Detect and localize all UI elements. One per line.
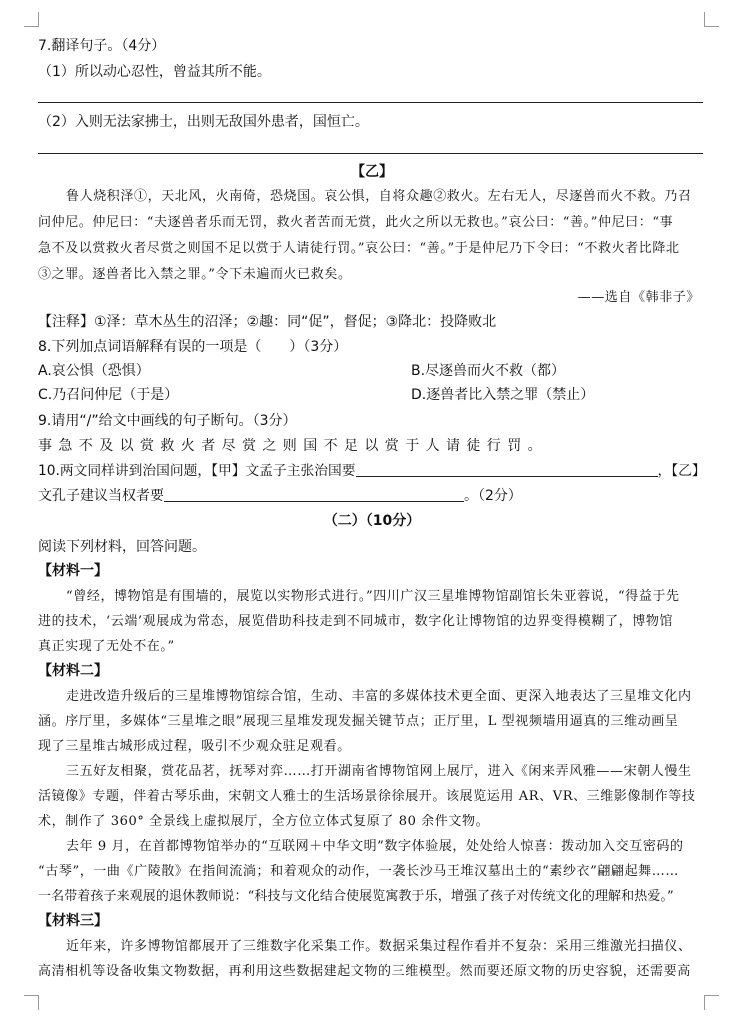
material-1-line-2: 进的技术，‘云端’观展成为常态，展览借助科技走到不同城市，数字化让博物馆的边界变得模糊了，博物馆	[38, 614, 674, 629]
passage-yi-heading: 【乙】	[351, 164, 393, 180]
q8-option-b[interactable]: B.尽逐兽而火不救（都）	[411, 363, 566, 379]
material-2-line-6: 术，制作了 360° 全景线上虚拟展厅，全方位立体式复原了 80 余件文物。	[38, 814, 490, 829]
q10-prompt-d: 。（2分）	[464, 488, 522, 504]
material-2-line-4: 三五好友相聚，赏花品茗，抚琴对弈……打开湖南省博物馆网上展厅，进入《闲来弄风雅——宋朝人慢生	[66, 764, 692, 779]
passage-yi-notes: 【注释】①泽：草木丛生的沼泽；②趣：同“促”，督促；③降北：投降败北	[38, 314, 497, 330]
material-2-line-5: 活镜像》专题，伴着古琴乐曲，宋朝文人雅士的生活场景徐徐展开。该展览运用 AR、VR、三维影像制作等技	[38, 789, 696, 804]
q9-sentence[interactable]: 事急不及以赏救火者尽赏之则国不足以赏于人请徒行罚。	[38, 438, 548, 454]
part-2-instruction: 阅读下列材料，回答问题。	[38, 539, 206, 555]
material-1-line-1: “曾经，博物馆是有围墙的，展览以实物形式进行。”四川广汉三星堆博物馆副馆长朱亚蓉说，“得益于先	[66, 589, 680, 604]
passage-yi-line-3: 急不及以赏救火者尽赏之则国不足以赏于人请徒行罚。”哀公曰：“善。”于是仲尼乃下令曰：“不救火者比降北	[38, 241, 680, 256]
passage-yi-source: ——选自《韩非子》	[577, 290, 700, 305]
q8-options-row-1	[38, 361, 706, 381]
crop-mark-bottom-right	[704, 995, 719, 1010]
crop-mark-top-left	[24, 12, 39, 27]
q10-line-1	[38, 461, 706, 481]
q7-title: 7.翻译句子。（4分）	[38, 38, 166, 54]
material-3-line-1: 近年来，许多博物馆都展开了三维数字化采集工作。数据采集过程作看并不复杂：采用三维激光扫描仪、	[66, 939, 692, 954]
passage-yi-line-4: ③之罪。逐兽者比入禁之罪。”令下未遍而火已救矣。	[38, 267, 352, 282]
material-2-heading: 【材料二】	[38, 663, 108, 679]
passage-yi-line-2: 问仲尼。仲尼曰：“夫逐兽者乐而无罚，救火者苦而无赏，此火之所以无救也。”哀公曰：“善。”仲尼曰：“事	[38, 215, 674, 230]
q9-title: 9.请用“/”给文中画线的句子断句。（3分）	[38, 413, 297, 429]
material-1-heading: 【材料一】	[38, 563, 108, 579]
material-2-line-1: 走进改造升级后的三星堆博物馆综合馆，生动、丰富的多媒体技术更全面、更深入地表达了三星堆文化内	[66, 689, 692, 704]
passage-yi-line-1: 鲁人烧积泽①，天北风，火南倚，恐烧国。哀公惧，自将众趣②救火。左右无人，尽逐兽而火不救。乃召	[66, 189, 692, 204]
q7-sentence-2: （2）入则无法家拂士，出则无敌国外患者，国恒亡。	[38, 114, 369, 130]
q10-blank-2[interactable]	[164, 487, 464, 502]
material-2-line-8: “古琴”，一曲《广陵散》在指间流淌；和着观众的动作，一袭长沙马王堆汉墓出土的“素纱衣”翩翩起舞……	[38, 864, 679, 879]
q8-option-c[interactable]: C.乃召问仲尼（于是）	[38, 387, 179, 403]
q10-prompt-b: ，【乙】	[657, 463, 706, 479]
crop-mark-bottom-left	[24, 995, 39, 1010]
material-2-line-3: 现了三星堆古城形成过程，吸引不少观众驻足观看。	[38, 739, 351, 754]
q10-prompt-a: 10.两文同样讲到治国问题，【甲】文孟子主张治国要	[38, 463, 356, 479]
part-2-heading: （二）（10分）	[323, 513, 421, 529]
material-2-line-7: 去年 9 月，在首都博物馆举办的“互联网＋中华文明”数字体验展，处处给人惊喜：拨动加入交互密码的	[66, 839, 684, 854]
q10-prompt-c: 文孔子建议当权者要	[38, 488, 164, 504]
q8-options-row-2	[38, 385, 706, 405]
crop-mark-top-right	[704, 12, 719, 27]
q7-sentence-1: （1）所以动心忍性，曾益其所不能。	[38, 64, 271, 80]
material-1-line-3: 真正实现了无处不在。”	[38, 639, 175, 654]
q8-option-a[interactable]: A.哀公惧（恐惧）	[38, 363, 150, 379]
material-2-line-2: 涵。序厅里，多媒体“三星堆之眼”展现三星堆发现发掘关键节点；正厅里，L 型视频墙用逼真的三维动画呈	[38, 714, 679, 729]
q8-title: 8.下列加点词语解释有误的一项是（ ）（3分）	[38, 339, 348, 355]
q8-option-d[interactable]: D.逐兽者比入禁之罪（禁止）	[411, 387, 595, 403]
q7-answer-line-1[interactable]	[38, 102, 703, 103]
material-3-heading: 【材料三】	[38, 913, 108, 929]
q10-blank-1[interactable]	[356, 462, 658, 477]
q10-line-2	[38, 486, 706, 506]
material-2-line-9: 一名带着孩子来观展的退休教师说：“科技与文化结合使展览寓教于乐，增强了孩子对传统文化的理解和热爱。”	[38, 889, 674, 904]
material-3-line-2: 高清相机等设备收集文物数据，再利用这些数据建起文物的三维模型。然而要还原文物的历史容貌，还需要高	[38, 964, 691, 979]
q7-answer-line-2[interactable]	[38, 153, 703, 154]
